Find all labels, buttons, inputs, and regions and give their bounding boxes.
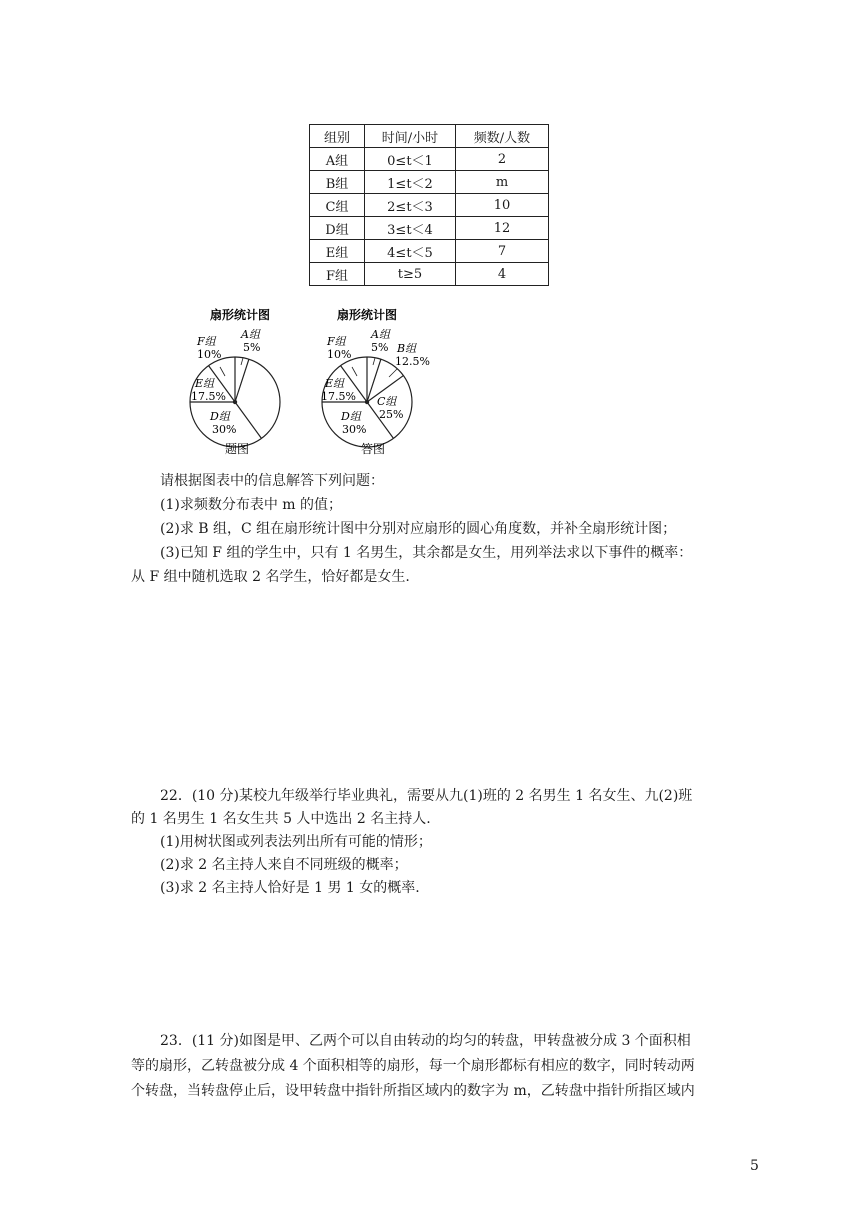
pie-label-f-pct: 10% [327,348,352,361]
table-cell: F组 [310,263,365,286]
q22-part-1: (1)用树状图或列表法列出所有可能的情形； [160,834,432,850]
table-header-cell: 频数/人数 [456,125,549,148]
table-cell: 3≤t＜4 [365,217,456,240]
pie-label-e-name: E组 [325,377,345,390]
pie-title: 扇形统计图 [336,308,398,322]
table-cell: 12 [456,217,549,240]
table-header-cell: 组别 [310,125,365,148]
pie-label-f-name: F组 [327,335,346,348]
leader-line [241,358,243,365]
pie-label-c-pct: 25% [379,408,404,421]
q21-part-2: (2)求 B 组，C 组在扇形统计图中分别对应扇形的圆心角度数，并补全扇形统计图； [160,521,677,537]
leader-line [373,358,375,365]
pie-chart-question [185,305,295,461]
pie-label-a-pct: 5% [243,341,261,354]
frequency-table [309,124,549,286]
table-cell: m [456,171,549,194]
leader-line [352,367,357,376]
pie-label-d-pct: 30% [342,423,367,436]
table-cell: 2≤t＜3 [365,194,456,217]
table-cell: 4≤t＜5 [365,240,456,263]
pie-radius-line [235,359,249,402]
q22-stem: 22．(10 分)某校九年级举行毕业典礼，需要从九(1)班的 2 名男生 1 名女生、九(2)班 [160,788,693,804]
pie-label-e-name: E组 [195,377,215,390]
table-cell: D组 [310,217,365,240]
pie-caption: 答图 [360,442,386,456]
q21-part-1: (1)求频数分布表中 m 的值； [160,497,343,513]
q21-intro: 请根据图表中的信息解答下列问题： [160,473,384,489]
pie-label-a-name: A组 [371,328,390,341]
table-cell: C组 [310,194,365,217]
pie-label-b-name: B组 [397,342,417,355]
table-row [310,194,549,217]
table-row [310,148,549,171]
pie-chart-answer [315,305,440,461]
table-row [310,171,549,194]
pie-center-dot [233,400,237,404]
q22-part-2: (2)求 2 名主持人来自不同班级的概率； [160,857,408,873]
q23-stem-cont-1: 等的扇形，乙转盘被分成 4 个面积相等的扇形，每一个扇形都标有相应的数字，同时转动两 [131,1058,695,1074]
table-cell: 4 [456,263,549,286]
pie-radius-line [235,402,261,438]
pie-label-e-pct: 17.5% [321,390,356,403]
q23-stem: 23．(11 分)如图是甲、乙两个可以自由转动的均匀的转盘，甲转盘被分成 3 个面积相 [160,1033,691,1049]
table-cell: 2 [456,148,549,171]
pie-label-f-name: F组 [197,335,216,348]
table-cell: A组 [310,148,365,171]
pie-label-f-pct: 10% [197,348,222,361]
page-number: 5 [750,1158,759,1174]
pie-title: 扇形统计图 [209,308,271,322]
leader-line [389,369,397,377]
table-row [310,217,549,240]
pie-label-e-pct: 17.5% [191,390,226,403]
pie-center-dot [365,400,369,404]
pie-chart-answer-svg [315,305,440,457]
q22-part-3: (3)求 2 名主持人恰好是 1 男 1 女的概率. [160,880,420,896]
pie-label-c-name: C组 [377,395,397,408]
table-cell: B组 [310,171,365,194]
pie-label-a-name: A组 [241,328,260,341]
leader-line [220,367,225,376]
table-cell: E组 [310,240,365,263]
pie-label-a-pct: 5% [371,341,389,354]
pie-label-d-name: D组 [341,410,361,423]
table-cell: 1≤t＜2 [365,171,456,194]
q23-stem-cont-2: 个转盘，当转盘停止后，设甲转盘中指针所指区域内的数字为 m，乙转盘中指针所指区域内 [131,1083,695,1099]
pie-label-d-name: D组 [210,410,230,423]
pie-caption: 题图 [224,442,250,456]
q21-part-3: (3)已知 F 组的学生中，只有 1 名男生，其余都是女生，用列举法求以下事件的概率： [160,545,693,561]
table-cell: 0≤t＜1 [365,148,456,171]
table-cell: t≥5 [365,263,456,286]
table-cell: 10 [456,194,549,217]
q21-part-3-cont: 从 F 组中随机选取 2 名学生，恰好都是女生. [131,569,410,585]
table-cell: 7 [456,240,549,263]
table-row [310,240,549,263]
pie-label-d-pct: 30% [212,423,237,436]
pie-chart-question-svg [185,305,295,457]
pie-label-b-pct: 12.5% [395,355,430,368]
q22-stem-cont: 的 1 名男生 1 名女生共 5 人中选出 2 名主持人. [131,811,431,827]
table-header-cell: 时间/小时 [365,125,456,148]
table-row [310,263,549,286]
table-header-row [310,125,549,148]
